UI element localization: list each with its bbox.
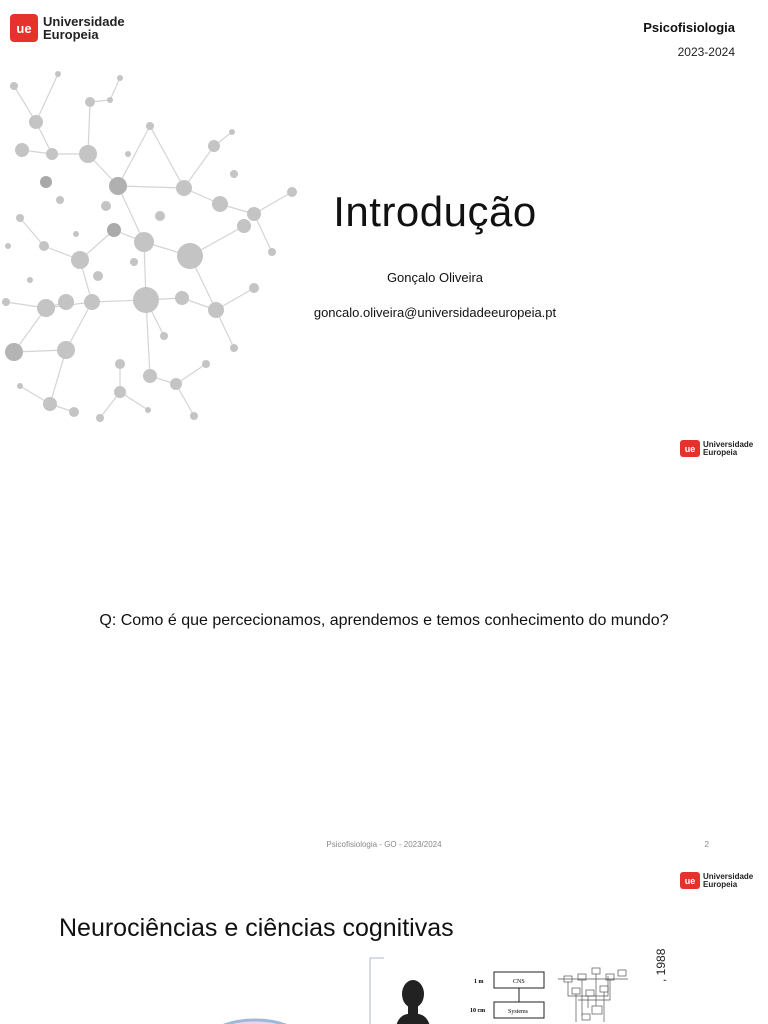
author-email: goncalo.oliveira@universidadeeuropeia.pt xyxy=(313,305,557,320)
logo-mark: ue xyxy=(680,872,700,889)
academic-year: 2023-2024 xyxy=(677,45,735,59)
levels-of-organization-figure xyxy=(368,956,648,1024)
slide-footer: Psicofisiologia - GO - 2023/2024 xyxy=(326,840,442,849)
cns-label: CNS xyxy=(513,979,525,985)
author-name: Gonçalo Oliveira xyxy=(386,270,484,285)
logo-line-2: Europeia xyxy=(43,27,99,42)
university-logo-small xyxy=(680,872,753,889)
course-title: Psicofisiologia xyxy=(643,20,735,35)
page-number: 2 xyxy=(704,840,709,849)
scale-label-1m: 1 m xyxy=(474,979,484,985)
question-text: Q: Como é que percecionamos, aprendemos e temos conhecimento do mundo? xyxy=(99,612,669,629)
question-slide xyxy=(0,432,768,864)
logo-line-1: Universidade xyxy=(703,439,754,449)
systems-label: Systems xyxy=(508,1009,529,1015)
scale-label-10cm: 10 cm xyxy=(470,1008,486,1014)
slide-title: Introdução xyxy=(333,188,537,235)
logo-mark: ue xyxy=(10,14,38,42)
figure-citation: , 1988 xyxy=(654,948,668,982)
circuit-diagram xyxy=(558,968,628,1022)
logo-line-2: Europeia xyxy=(703,879,738,889)
brain-image xyxy=(210,1006,300,1024)
logo-line-1: Universidade xyxy=(43,14,125,29)
neuroscience-slide xyxy=(0,864,768,1024)
logo-mark: ue xyxy=(680,440,700,457)
logo-line-1: Universidade xyxy=(703,871,754,881)
university-logo xyxy=(10,14,125,42)
human-figure-icon xyxy=(396,980,430,1024)
title-slide xyxy=(0,0,768,432)
logo-line-2: Europeia xyxy=(703,447,738,457)
university-logo-small xyxy=(680,440,753,457)
molecule-network-decoration xyxy=(0,66,310,432)
section-title: Neurociências e ciências cognitivas xyxy=(59,914,454,942)
